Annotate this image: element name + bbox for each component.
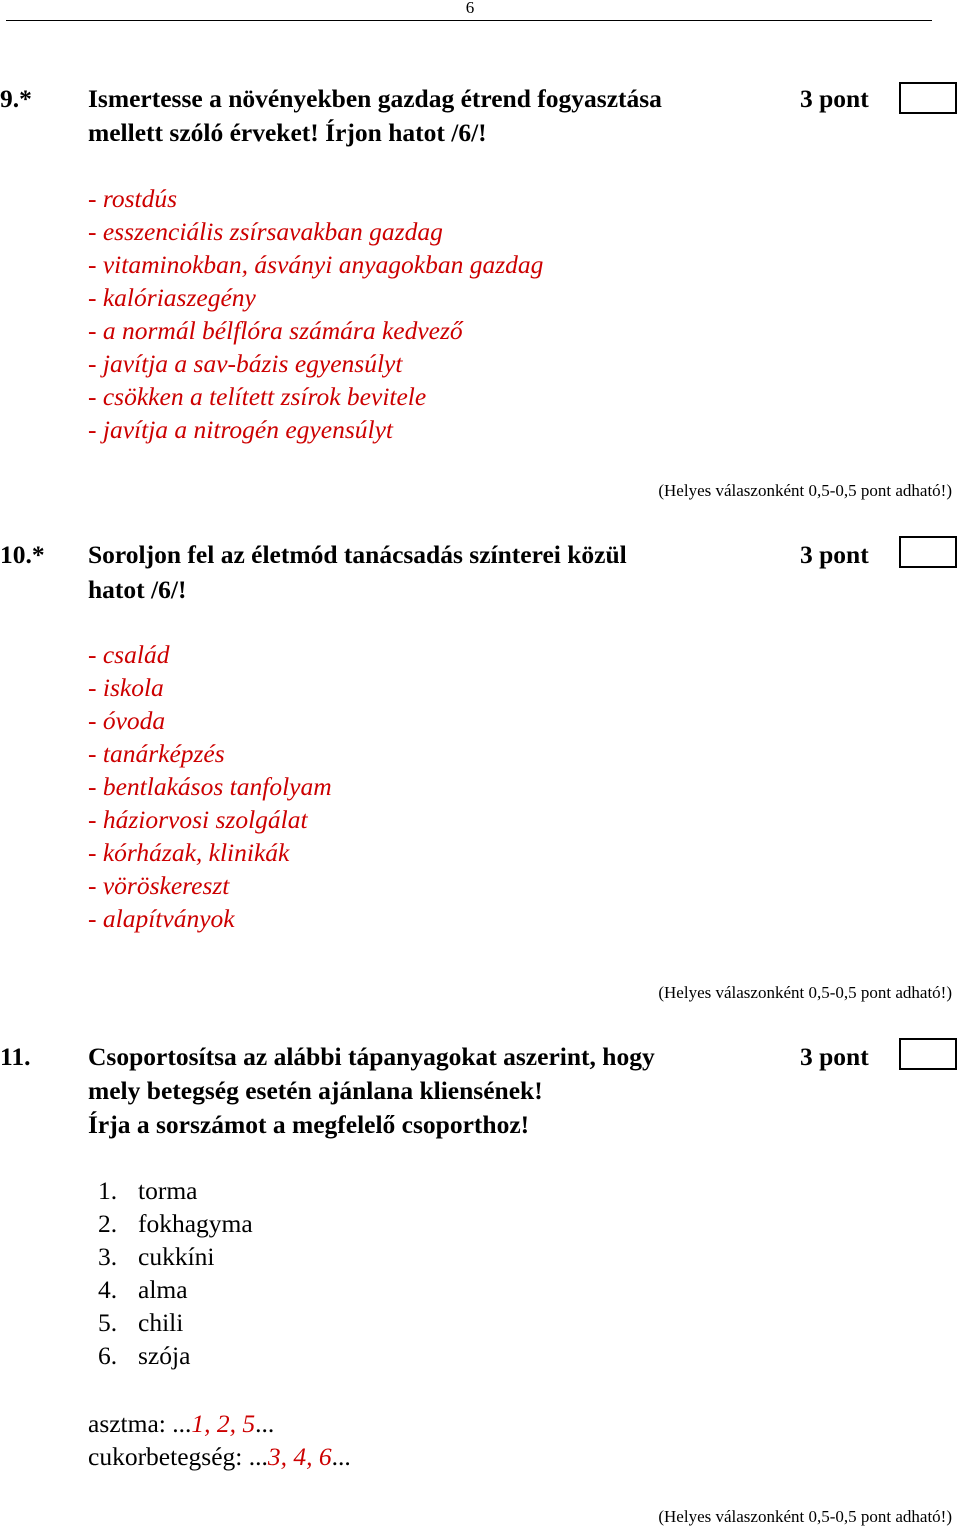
answer-item: - iskola: [88, 673, 164, 702]
answer-item: - család: [88, 640, 170, 669]
question-9-scoring-note: (Helyes válaszonként 0,5-0,5 pont adható!): [658, 481, 952, 500]
answer-item: - háziorvosi szolgálat: [88, 805, 308, 834]
question-10-text-line-2: hatot /6/!: [88, 575, 187, 604]
question-11-item-list: [98, 1174, 253, 1372]
answer-item: - alapítványok: [88, 904, 235, 933]
question-11-text-line-3: Írja a sorszámot a megfelelő csoporthoz!: [88, 1110, 530, 1139]
group-asthma: [88, 1407, 274, 1440]
question-10-answers: [88, 638, 332, 935]
item-number: 2.: [98, 1209, 118, 1238]
item-number: 6.: [98, 1341, 118, 1370]
header-rule: [6, 20, 932, 21]
item-label: alma: [138, 1275, 188, 1304]
item-label: chili: [138, 1308, 184, 1337]
item-number: 5.: [98, 1308, 118, 1337]
question-9-text-line-1: Ismertesse a növényekben gazdag étrend fogyasztása: [88, 84, 662, 113]
group-answer: 1, 2, 5: [191, 1409, 256, 1438]
list-item: [98, 1339, 253, 1372]
item-number: 1.: [98, 1176, 118, 1205]
question-9-number: 9.*: [0, 84, 32, 113]
question-9-text-line-2: mellett szóló érveket! Írjon hatot /6/!: [88, 118, 487, 147]
answer-item: - rostdús: [88, 184, 178, 213]
question-10-scoring-note: (Helyes válaszonként 0,5-0,5 pont adható!): [658, 983, 952, 1002]
answer-item: - bentlakásos tanfolyam: [88, 772, 332, 801]
item-label: szója: [138, 1341, 191, 1370]
list-item: [98, 1306, 253, 1339]
group-diabetes: [88, 1440, 351, 1473]
question-9-points: 3 pont: [800, 84, 869, 113]
question-10-number: 10.*: [0, 540, 45, 569]
answer-item: - tanárképzés: [88, 739, 225, 768]
list-item: [98, 1174, 253, 1207]
group-label: cukorbetegség: ...: [88, 1442, 268, 1471]
question-11-score-box[interactable]: [899, 1038, 957, 1070]
question-11-scoring-note: (Helyes válaszonként 0,5-0,5 pont adható!): [658, 1507, 952, 1526]
item-label: cukkíni: [138, 1242, 215, 1271]
list-item: [98, 1207, 253, 1240]
list-item: [98, 1273, 253, 1306]
answer-item: - kórházak, klinikák: [88, 838, 290, 867]
answer-item: - óvoda: [88, 706, 166, 735]
group-suffix: ...: [331, 1442, 351, 1471]
question-9-answers: [88, 182, 543, 446]
answer-item: - a normál bélflóra számára kedvező: [88, 316, 463, 345]
answer-item: - javítja a sav-bázis egyensúlyt: [88, 349, 403, 378]
question-11-points: 3 pont: [800, 1042, 869, 1071]
question-10-text-line-1: Soroljon fel az életmód tanácsadás színterei közül: [88, 540, 627, 569]
question-10-points: 3 pont: [800, 540, 869, 569]
answer-item: - kalóriaszegény: [88, 283, 256, 312]
item-label: fokhagyma: [138, 1209, 253, 1238]
question-10-score-box[interactable]: [899, 536, 957, 568]
question-11-text-line-2: mely betegség esetén ajánlana kliensének!: [88, 1076, 543, 1105]
answer-item: - vitaminokban, ásványi anyagokban gazdag: [88, 250, 544, 279]
question-11-text-line-1: Csoportosítsa az alábbi tápanyagokat aszerint, hogy: [88, 1042, 655, 1071]
item-label: torma: [138, 1176, 198, 1205]
group-answer: 3, 4, 6: [267, 1442, 332, 1471]
list-item: [98, 1240, 253, 1273]
group-label: asztma: ...: [88, 1409, 192, 1438]
question-11-number: 11.: [0, 1042, 31, 1071]
item-number: 4.: [98, 1275, 118, 1304]
item-number: 3.: [98, 1242, 118, 1271]
answer-item: - javítja a nitrogén egyensúlyt: [88, 415, 393, 444]
page-number: 6: [465, 0, 475, 17]
answer-item: - esszenciális zsírsavakban gazdag: [88, 217, 443, 246]
answer-item: - vöröskereszt: [88, 871, 230, 900]
question-9-score-box[interactable]: [899, 82, 957, 114]
group-suffix: ...: [255, 1409, 275, 1438]
answer-item: - csökken a telített zsírok bevitele: [88, 382, 427, 411]
